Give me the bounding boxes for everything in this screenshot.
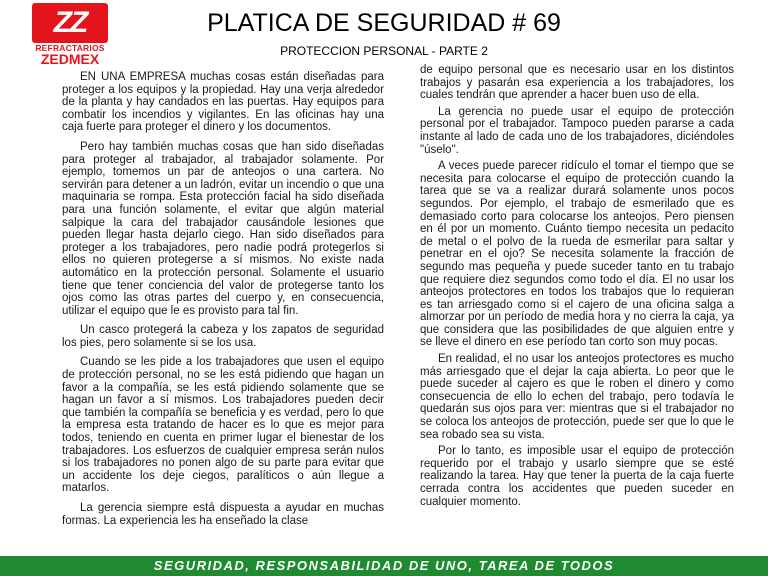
- left-paragraph-1: EN UNA EMPRESA muchas cosas están diseñadas para proteger a los equipos y la propiedad. Hay una verja alrededor de la planta y hay candados en las puertas. Hay equipos para combatir los incendios y vigilantes. En las oficinas hay una caja fuerte para proteger el dinero y los documentos.: [62, 71, 384, 134]
- right-paragraph-5: Por lo tanto, es imposible usar el equipo de protección requerido por el trabajo y usarlo siempre que se esté realizando la tarea. Hay que tener la puerta de la caja fuerte cerrada contra los accidentes que pueden suceder en cualquier momento.: [420, 445, 734, 508]
- right-paragraph-1: de equipo personal que es necesario usar en los distintos trabajos y pasarán esa experiencia a los trabajadores, los cuales tendrán que aprender a hacer buen uso de ella.: [420, 64, 734, 102]
- page-subtitle: PROTECCION PERSONAL - PARTE 2: [280, 44, 488, 58]
- left-column: [62, 71, 384, 534]
- right-paragraph-2: La gerencia no puede usar el equipo de protección personal por el trabajador. Tampoco pueden pararse a cada instante al lado de cada uno de los trabajadores, diciéndoles "úselo".: [420, 105, 734, 156]
- right-paragraph-3: A veces puede parecer ridículo el tomar el tiempo que se necesita para colocarse el equipo de protección cuando la tarea que se va a realizar durará solamente unos pocos segundos. Por ejemplo, el trabajo de esmerilado que es demasiado corto para colocarse los anteojos. Pero piensen en él por un momento. Cuánto tiempo necesita un pedacito de metal o el polvo de la rueda de esmerilar para saltar y penetrar en el ojo? Se necesita solamente la fracción de segundo mas pequeña y puede suceder tanto en tu trabajo que requiere diez segundos como todo el día. El no usar los anteojos protectores en todos los trabajos que lo requieran es tan arriesgado como si el cajero de una oficina salga a almorzar por un período de media hora y no cierra la caja, ya que considera que las posibilidades de que alguien entre y se lleve el dinero en ese período tan corto son muy pocas.: [420, 160, 734, 349]
- left-paragraph-3: Un casco protegerá la cabeza y los zapatos de seguridad los pies, pero solamente si se los usa.: [62, 324, 384, 349]
- page-title: PLATICA DE SEGURIDAD # 69: [207, 9, 561, 37]
- logo-line-2: ZEDMEX: [40, 51, 100, 67]
- left-paragraph-2: Pero hay también muchas cosas que han sido diseñadas para proteger al trabajador, al trabajador solamente. Por ejemplo, tomemos un par de anteojos o una cartera. No servirán para detener a un ladrón, evitar un incendio o que una maquinaria se rompa. Esta protección facial ha sido diseñada para una función solamente, el evitar que algún material salpique la cara del trabajador causándole lesiones que pueden llegar hasta dejarlo ciego. Han sido diseñados para proteger a los trabajadores, pero nadie podrá protegerlos si ellos no quieren protegerse a sí mismos. No existe nada automático en la protección personal. Solamente el usuario tiene que tener conciencia del valor de protegerse tanto los ojos como las otras partes del cuerpo y, en consecuencia, utilizar el equipo que le es provisto para tal fin.: [62, 140, 384, 317]
- right-column: [420, 64, 734, 512]
- left-paragraph-4: Cuando se les pide a los trabajadores que usen el equipo de protección personal, no se les está pidiendo que hagan un favor a la compañía, se les está pidiendo solamente que se hagan un favor a sí mismos. Los trabajadores pueden decir que también la compañía se beneficia y es verdad, pero lo que la empresa esta tratando de hacer es lo que es mejor para todos, teniendo en cuenta en primer lugar el bienestar de los trabajadores. Los esfuerzos de cualquier empresa serán nulos si los trabajadores no ponen algo de su parte para evitar que un accidente los deje ciegos, paralíticos o aún llegue a matarlos.: [62, 356, 384, 495]
- footer-slogan: SEGURIDAD, RESPONSABILIDAD DE UNO, TAREA DE TODOS: [153, 558, 615, 573]
- logo-line-1: REFRACTARIOS: [35, 43, 105, 53]
- footer-banner: [0, 556, 768, 576]
- logo-mark: ZZ: [32, 3, 108, 43]
- right-paragraph-4: En realidad, el no usar los anteojos protectores es mucho más arriesgado que el dejar la caja abierta. Lo peor que le puede suceder al cajero es que le roben el dinero y como consecuencia de ello lo echen del trabajo, pero todavía le quedarán sus ojos para ver: mientras que si el trabajador no se coloca los anteojos de protección, puede ser que lo que le sea robado sea su vista.: [420, 353, 734, 441]
- left-paragraph-5: La gerencia siempre está dispuesta a ayudar en muchas formas. La experiencia les ha enseñado la clase: [62, 502, 384, 527]
